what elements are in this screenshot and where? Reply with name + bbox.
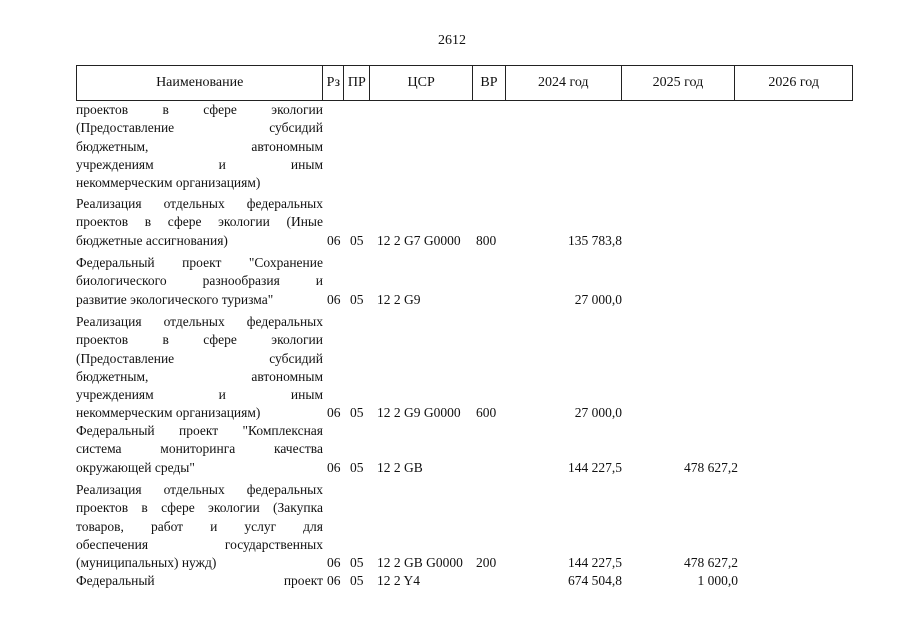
cell-rz: 06: [327, 555, 341, 571]
table-row: [76, 572, 853, 590]
cell-pr: 05: [350, 555, 364, 571]
header-pr: ПР: [344, 66, 370, 100]
cell-y2025: 1 000,0: [697, 573, 738, 588]
row-name-line: некоммерческим организациям): [76, 405, 261, 421]
row-name-line: Федеральный проект: [76, 573, 323, 588]
row-name: [76, 101, 323, 192]
table-row: [76, 313, 853, 423]
header-vr: ВР: [473, 66, 506, 100]
cell-y2025: 478 627,2: [684, 459, 738, 475]
row-name: [76, 195, 323, 250]
row-name-line: окружающей среды": [76, 459, 195, 475]
row-name-line: Реализация отдельных федеральных: [76, 314, 323, 329]
cell-csr: 12 2 G7 G0000: [377, 232, 461, 248]
header-name: Наименование: [77, 66, 323, 100]
row-name-line: некоммерческим организациям): [76, 175, 261, 191]
cell-rz: 06: [327, 459, 341, 475]
cell-pr: 05: [350, 232, 364, 248]
row-name-line: бюджетным, автономным: [76, 368, 323, 384]
page-number: 2612: [438, 33, 466, 48]
cell-csr: 12 2 GB G0000: [377, 555, 463, 571]
row-name-line: проектов в сфере экологии: [76, 102, 323, 117]
table-row: [76, 101, 853, 192]
row-name: [76, 254, 323, 309]
row-name-line: товаров, работ и услуг для: [76, 518, 323, 534]
row-name-line: Федеральный проект "Сохранение: [76, 255, 323, 270]
row-name: [76, 313, 323, 423]
row-name-line: биологического разнообразия и: [76, 273, 323, 289]
row-name-line: развитие экологического туризма": [76, 291, 274, 307]
cell-pr: 05: [350, 573, 364, 588]
row-name-line: проектов в сфере экологии (Закупка: [76, 500, 323, 516]
cell-rz: 06: [327, 232, 341, 248]
table-header: [76, 65, 853, 101]
cell-rz: 06: [327, 291, 341, 307]
cell-y2024: 27 000,0: [574, 291, 622, 307]
row-name-line: бюджетные ассигнования): [76, 232, 228, 248]
row-name-line: бюджетным, автономным: [76, 138, 323, 154]
row-name-line: Федеральный проект "Комплексная: [76, 423, 323, 438]
row-name: [76, 481, 323, 572]
cell-y2024: 144 227,5: [568, 555, 622, 571]
table-row: [76, 195, 853, 250]
cell-csr: 12 2 GB: [377, 459, 423, 475]
row-name-line: учреждениям и иным: [76, 156, 323, 172]
row-name-line: (муниципальных) нужд): [76, 555, 217, 571]
cell-vr: 200: [476, 555, 497, 571]
cell-y2024: 674 504,8: [568, 573, 622, 588]
row-name: [76, 422, 323, 477]
row-name-line: Реализация отдельных федеральных: [76, 482, 323, 497]
header-2026: 2026 год: [768, 75, 819, 90]
row-name-line: (Предоставление субсидий: [76, 120, 323, 136]
cell-vr: 600: [476, 405, 497, 421]
cell-y2025: 478 627,2: [684, 555, 738, 571]
cell-csr: 12 2 Y4: [377, 573, 420, 588]
cell-y2024: 144 227,5: [568, 459, 622, 475]
cell-csr: 12 2 G9 G0000: [377, 405, 461, 421]
row-name-line: Реализация отдельных федеральных: [76, 196, 323, 211]
header-2025: 2025 год: [622, 66, 736, 100]
row-name-line: учреждениям и иным: [76, 387, 323, 403]
header-csr: ЦСР: [370, 66, 473, 100]
row-name: [76, 572, 323, 590]
row-name-line: обеспечения государственных: [76, 536, 323, 552]
cell-y2024: 27 000,0: [574, 405, 622, 421]
table-row: [76, 481, 853, 572]
cell-y2024: 135 783,8: [568, 232, 622, 248]
table-row: [76, 254, 853, 309]
cell-vr: 800: [476, 232, 497, 248]
cell-rz: 06: [327, 405, 341, 421]
header-rz: Рз: [323, 66, 344, 100]
row-name-line: проектов в сфере экологии (Иные: [76, 214, 323, 230]
cell-pr: 05: [350, 459, 364, 475]
cell-pr: 05: [350, 291, 364, 307]
row-name-line: проектов в сфере экологии: [76, 332, 323, 348]
cell-csr: 12 2 G9: [377, 291, 421, 307]
row-name-line: (Предоставление субсидий: [76, 350, 323, 366]
cell-pr: 05: [350, 405, 364, 421]
row-name-line: система мониторинга качества: [76, 441, 323, 457]
cell-rz: 06: [327, 573, 341, 588]
table-row: [76, 422, 853, 477]
header-2024: 2024 год: [506, 66, 622, 100]
